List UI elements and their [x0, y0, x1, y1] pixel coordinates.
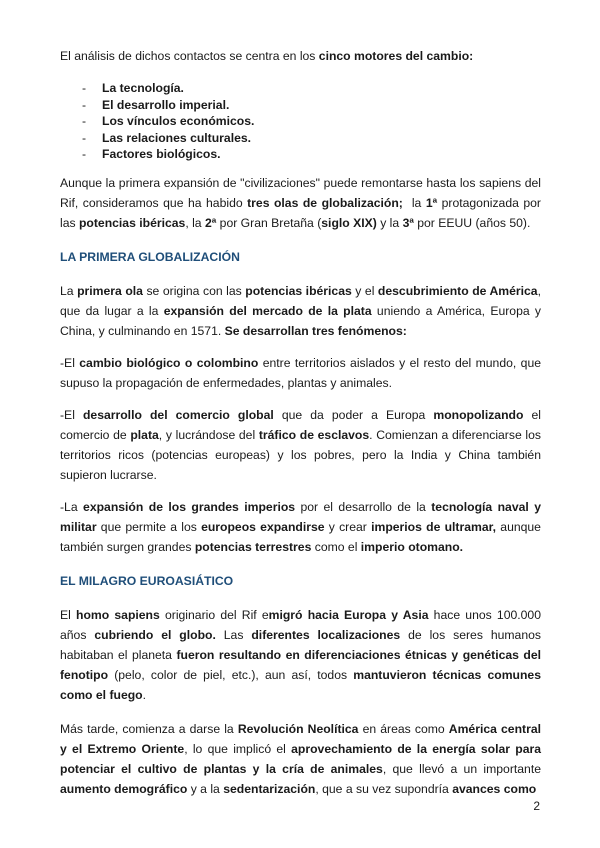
phenomenon-2-paragraph: -El desarrollo del comercio global que da poder a Europa monopolizando el comercio de plata, y lucrándose del tráfico de esclavos. Comienzan a diferenciarse los territorios ricos (potencias europeas) y los pobres, pero la India y China también supieron lucrarse.: [60, 407, 541, 482]
phenomenon-3-paragraph: -La expansión de los grandes imperios por el desarrollo de la tecnología naval y militar que permite a los europeos expandirse y crear imperios de ultramar, aunque también surgen grandes potencias terrestres como el imperio otomano.: [60, 499, 541, 554]
page-number: 2: [533, 799, 540, 813]
intro-text: El análisis de dichos contactos se centra en los: [60, 49, 319, 63]
document-page: [60, 46, 541, 811]
phenomenon-1-paragraph: -El cambio biológico o colombino entre territorios aislados y el resto del mundo, que supuso la propagación de enfermedades, plantas y animales.: [60, 355, 542, 390]
homo-sapiens-paragraph: El homo sapiens originario del Rif emigró hacia Europa y Asia hace unos 100.000 años cubriendo el globo. Las diferentes localizaciones de los seres humanos habitaban el planeta fueron resultando en diferenciaciones étnicas y genéticas del fenotipo (pelo, color de piel, etc.), aun así, todos mantuvieron técnicas comunes como el fuego.: [60, 607, 541, 702]
list-item: - Factores biológicos.: [82, 147, 221, 161]
section-heading-first-globalization: LA PRIMERA GLOBALIZACIÓN: [60, 249, 240, 264]
list-item: - El desarrollo imperial.: [82, 97, 230, 112]
list-item: - Los vínculos económicos.: [82, 114, 255, 128]
intro-bold: cinco motores del cambio:: [318, 49, 474, 63]
list-item: - La tecnología.: [82, 81, 184, 95]
list-item: - Las relaciones culturales.: [82, 130, 252, 145]
intro-paragraph: [60, 46, 541, 66]
first-wave-paragraph: La primera ola se origina con las potencias ibéricas y el descubrimiento de América, que da lugar a la expansión del mercado de la plata uniendo a América, Europa y China, y culminando en 1571. Se desarrollan tres fenómenos:: [60, 283, 542, 338]
motors-list: [60, 80, 541, 163]
waves-paragraph: Aunque la primera expansión de "civilizaciones" puede remontarse hasta los sapiens del Rif, consideramos que ha habido tres olas de globalización; la 1ª protagonizada por las potencias ibéricas, la 2ª por Gran Bretaña (siglo XIX) y la 3ª por EEUU (años 50).: [60, 175, 541, 230]
neolithic-paragraph: Más tarde, comienza a darse la Revolución Neolítica en áreas como América central y el Extremo Oriente, lo que implicó el aprovechamiento de la energía solar para potenciar el cultivo de plantas y la cría de animales, que llevó a un importante aumento demográfico y a la sedentarización, que a su vez supondría avances como: [60, 721, 541, 796]
section-heading-euroasian-miracle: EL MILAGRO EUROASIÁTICO: [60, 573, 234, 588]
